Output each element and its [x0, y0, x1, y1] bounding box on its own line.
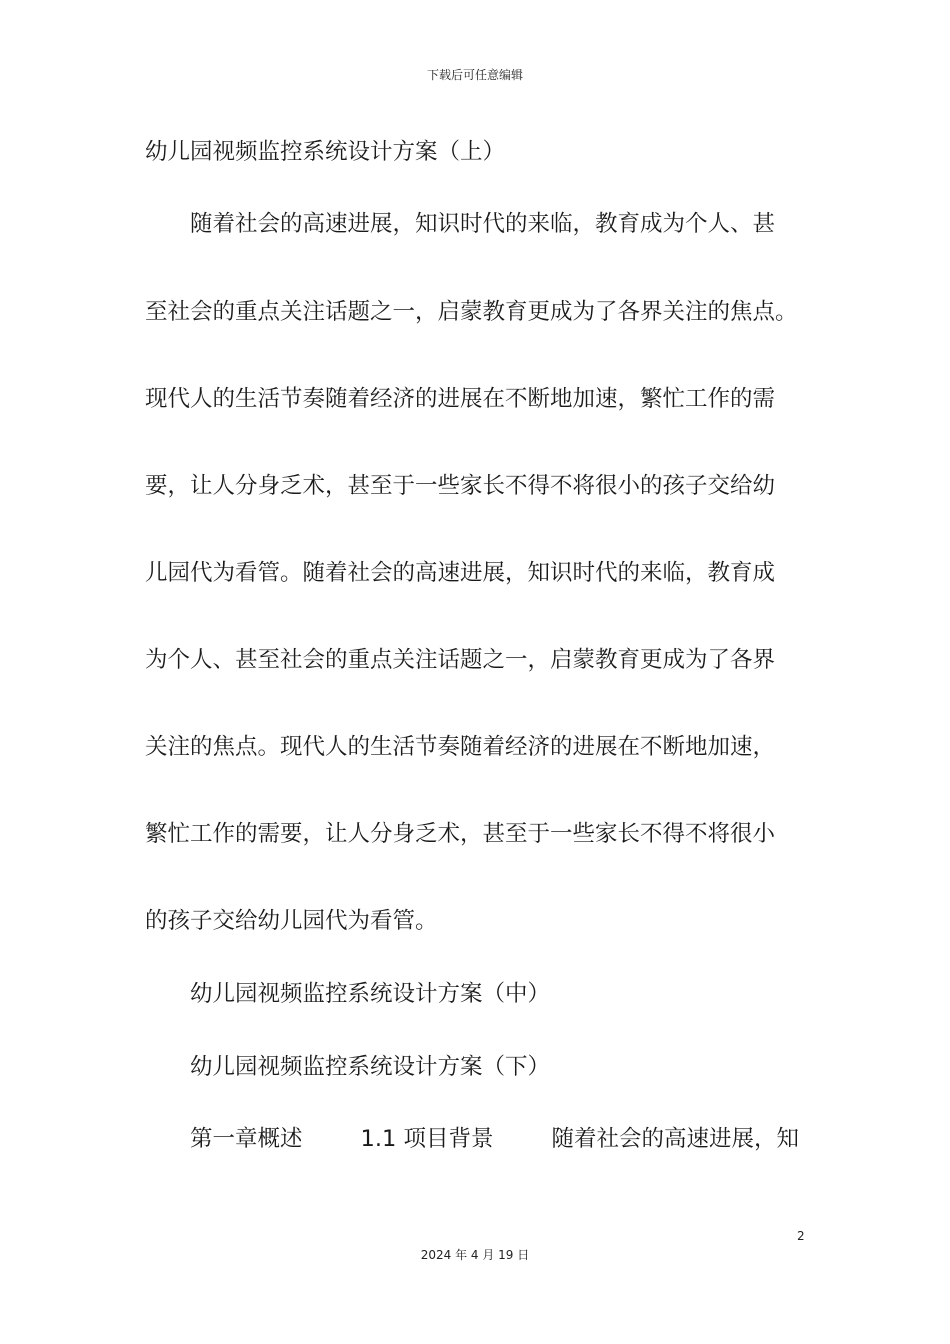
- paragraph-line: 为个人、甚至社会的重点关注话题之一，启蒙教育更成为了各界: [145, 647, 776, 673]
- paragraph-line: 繁忙工作的需要，让人分身乏术，甚至于一些家长不得不将很小: [145, 821, 776, 847]
- paragraph-line: 的孩子交给幼儿园代为看管。: [145, 908, 438, 934]
- paragraph-line: 要，让人分身乏术，甚至于一些家长不得不将很小的孩子交给幼: [145, 473, 776, 499]
- part-title-middle: 幼儿园视频监控系统设计方案（中）: [190, 981, 551, 1007]
- section-title: 1.1 项目背景: [360, 1126, 494, 1152]
- part-title-lower: 幼儿园视频监控系统设计方案（下）: [190, 1054, 551, 1080]
- page-number: 2: [797, 1229, 805, 1243]
- footer-date: 2024 年 4 月 19 日: [420, 1248, 530, 1262]
- chapter-title: 第一章概述: [190, 1126, 303, 1152]
- chapter-line: [190, 1124, 799, 1154]
- page-header-note: 下载后可任意编辑: [426, 68, 523, 82]
- paragraph-line: 关注的焦点。现代人的生活节奏随着经济的进展在不断地加速，: [145, 734, 776, 760]
- document-title: 幼儿园视频监控系统设计方案（上）: [145, 139, 506, 165]
- chapter-start-text: 随着社会的高速进展，知: [551, 1126, 799, 1152]
- paragraph-line: 现代人的生活节奏随着经济的进展在不断地加速，繁忙工作的需: [145, 386, 776, 412]
- paragraph-line: 儿园代为看管。随着社会的高速进展，知识时代的来临，教育成: [145, 560, 776, 586]
- paragraph-line: 随着社会的高速进展，知识时代的来临，教育成为个人、甚: [190, 211, 776, 237]
- paragraph-line: 至社会的重点关注话题之一，启蒙教育更成为了各界关注的焦点。: [145, 299, 798, 325]
